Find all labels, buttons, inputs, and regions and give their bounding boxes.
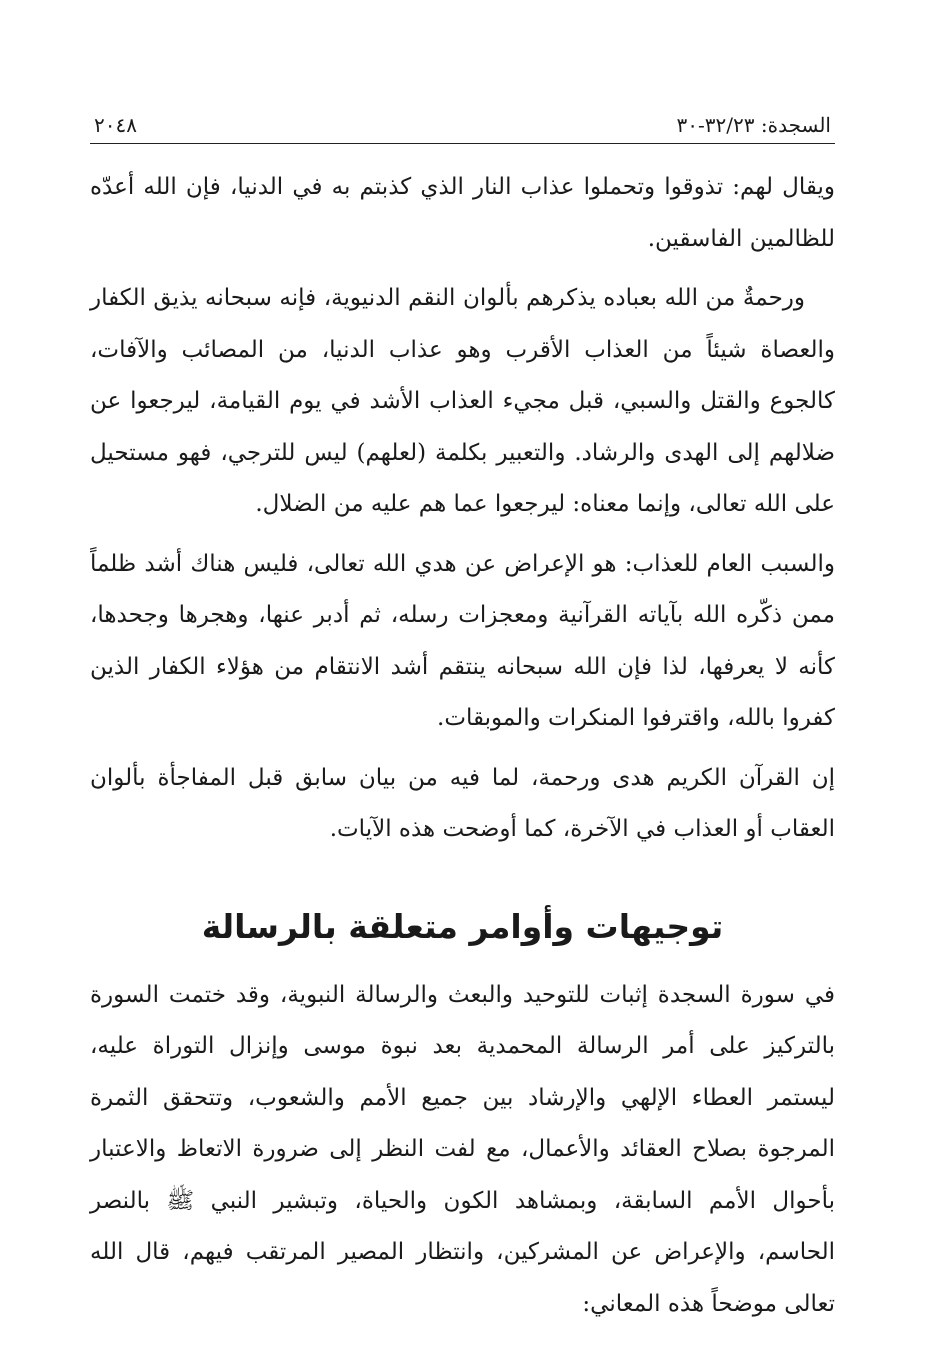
chapter-reference: السجدة: ٣٢/٢٣-٣٠ (676, 113, 831, 137)
section-paragraph: في سورة السجدة إثبات للتوحيد والبعث والرسالة النبوية، وقد ختمت السورة بالتركيز على أمر الرسالة المحمدية بعد نبوة موسى وإنزال التوراة عليه، ليستمر العطاء الإلهي والإرشاد بين جميع الأمم والشعوب، وتتحقق الثمرة المرجوة بصلاح العقائد والأعمال، مع لفت النظر إلى ضرورة الاتعاظ والاعتبار بأحوال الأمم السابقة، وبمشاهد الكون والحياة، وتبشير النبي ﷺ بالنصر الحاسم، والإعراض عن المشركين، وانتظار المصير المرتقب فيهم، قال الله تعالى موضحاً هذه المعاني: (90, 981, 835, 1317)
paragraph: والسبب العام للعذاب: هو الإعراض عن هدي الله تعالى، فليس هناك أشد ظلماً ممن ذكّره الله بآياته القرآنية ومعجزات رسله، ثم أدبر عنها، وهجرها وجحدها، كأنه لا يعرفها، لذا فإن الله سبحانه ينتقم أشد الانتقام من هؤلاء الكفار الذين كفروا بالله، واقترفوا المنكرات والموبقات. (90, 550, 835, 731)
page-number: ٢٠٤٨ (94, 113, 137, 137)
section-title: توجيهات وأوامر متعلقة بالرسالة (201, 906, 724, 946)
running-header (90, 108, 835, 144)
paragraph: ورحمةٌ من الله بعباده يذكرهم بألوان النقم الدنيوية، فإنه سبحانه يذيق الكفار والعصاة شيئاً من العذاب الأقرب وهو عذاب الدنيا، من المصائب والآفات، كالجوع والقتل والسبي، قبل مجيء العذاب الأشد في يوم القيامة، ليرجعوا عن ضلالهم إلى الهدى والرشاد. والتعبير بكلمة (لعلهم) ليس للترجي، فهو مستحيل على الله تعالى، وإنما معناه: ليرجعوا عما هم عليه من الضلال. (90, 285, 835, 517)
paragraph: إن القرآن الكريم هدى ورحمة، لما فيه من بيان سابق قبل المفاجأة بألوان العقاب أو العذاب في الآخرة، كما أوضحت هذه الآيات. (90, 764, 835, 842)
book-page (90, 108, 835, 1338)
paragraph: ويقال لهم: تذوقوا وتحملوا عذاب النار الذي كذبتم به في الدنيا، فإن الله أعدّه للظالمين الفاسقين. (90, 174, 835, 252)
body-text (90, 162, 835, 1330)
